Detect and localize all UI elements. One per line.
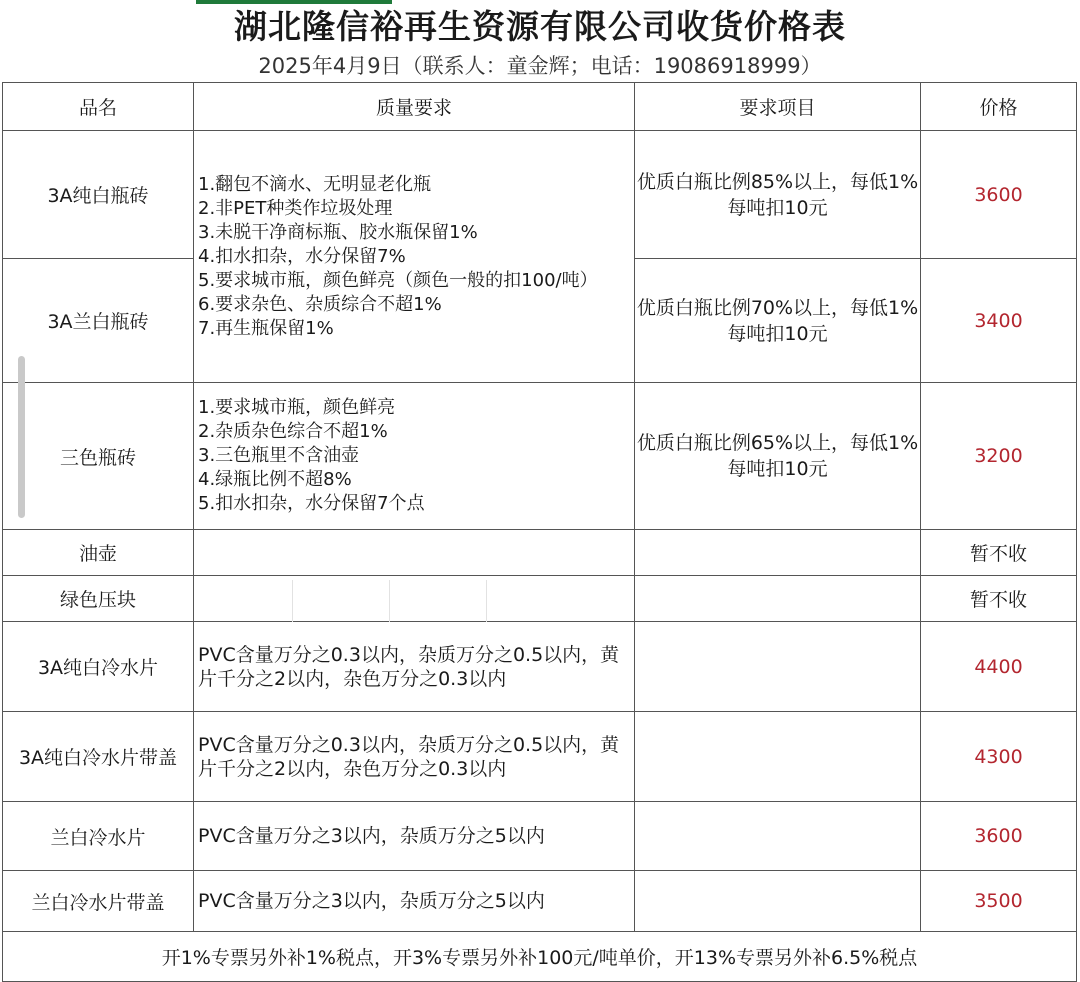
cell-requirement[interactable]: 优质白瓶比例65%以上，每低1%每吨扣10元 bbox=[635, 383, 921, 530]
quality-line: 2.杂质杂色综合不超1% bbox=[198, 421, 388, 442]
cell-name[interactable]: 兰白冷水片 bbox=[3, 802, 194, 871]
cell-price[interactable]: 3600 bbox=[921, 131, 1077, 259]
cell-price[interactable]: 3500 bbox=[921, 871, 1077, 932]
cell-quality[interactable]: PVC含量万分之0.3以内，杂质万分之0.5以内，黄片千分之2以内，杂色万分之0.3以内 bbox=[194, 622, 635, 712]
cell-price[interactable]: 暂不收 bbox=[921, 576, 1077, 622]
footer-row bbox=[3, 932, 1077, 982]
cell-quality[interactable]: PVC含量万分之3以内，杂质万分之5以内 bbox=[194, 871, 635, 932]
table-row bbox=[3, 871, 1077, 932]
cell-name[interactable]: 3A兰白瓶砖 bbox=[3, 259, 194, 383]
cell-requirement-empty[interactable] bbox=[635, 530, 921, 576]
cell-requirement[interactable]: 优质白瓶比例70%以上，每低1%每吨扣10元 bbox=[635, 259, 921, 383]
table-row bbox=[3, 131, 1077, 259]
price-table bbox=[2, 82, 1077, 982]
scrollbar-thumb[interactable] bbox=[18, 356, 25, 518]
cell-name[interactable]: 3A纯白瓶砖 bbox=[3, 131, 194, 259]
quality-line: 3.三色瓶里不含油壶 bbox=[198, 445, 360, 466]
cell-name[interactable]: 3A纯白冷水片 bbox=[3, 622, 194, 712]
quality-line: 4.扣水扣杂，水分保留7% bbox=[198, 245, 406, 267]
header-quality[interactable]: 质量要求 bbox=[194, 83, 635, 131]
table-row bbox=[3, 576, 1077, 622]
footer-note[interactable]: 开1%专票另外补1%税点，开3%专票另外补100元/吨单价，开13%专票另外补6.5%税点 bbox=[3, 932, 1077, 982]
cell-quality[interactable]: PVC含量万分之0.3以内，杂质万分之0.5以内，黄片千分之2以内，杂色万分之0.3以内 bbox=[194, 712, 635, 802]
cell-price[interactable]: 暂不收 bbox=[921, 530, 1077, 576]
page-title: 湖北隆信裕再生资源有限公司收货价格表 bbox=[234, 7, 846, 46]
cell-requirement-empty[interactable] bbox=[635, 622, 921, 712]
quality-line: 6.要求杂色、杂质综合不超1% bbox=[198, 293, 442, 315]
faint-gridline bbox=[292, 580, 293, 622]
faint-gridline bbox=[486, 580, 487, 622]
cell-requirement-empty[interactable] bbox=[635, 712, 921, 802]
faint-gridline bbox=[389, 580, 390, 622]
table-row bbox=[3, 712, 1077, 802]
cell-requirement[interactable]: 优质白瓶比例85%以上，每低1%每吨扣10元 bbox=[635, 131, 921, 259]
quality-line: 3.未脱干净商标瓶、胶水瓶保留1% bbox=[198, 221, 478, 243]
cell-requirement-empty[interactable] bbox=[635, 871, 921, 932]
cell-name[interactable]: 三色瓶砖 bbox=[3, 383, 194, 530]
cell-price[interactable]: 4400 bbox=[921, 622, 1077, 712]
cell-quality-empty[interactable] bbox=[194, 530, 635, 576]
header-name[interactable]: 品名 bbox=[3, 83, 194, 131]
table-row bbox=[3, 802, 1077, 871]
cell-name[interactable]: 油壶 bbox=[3, 530, 194, 576]
cell-name[interactable]: 3A纯白冷水片带盖 bbox=[3, 712, 194, 802]
cell-price[interactable]: 3400 bbox=[921, 259, 1077, 383]
quality-line: 5.要求城市瓶，颜色鲜亮（颜色一般的扣100/吨） bbox=[198, 269, 598, 291]
quality-line: 7.再生瓶保留1% bbox=[198, 317, 334, 339]
cell-name[interactable]: 绿色压块 bbox=[3, 576, 194, 622]
table-row bbox=[3, 383, 1077, 530]
page-subtitle: 2025年4月9日（联系人：童金辉；电话：19086918999） bbox=[258, 54, 822, 78]
header-price[interactable]: 价格 bbox=[921, 83, 1077, 131]
cell-price[interactable]: 4300 bbox=[921, 712, 1077, 802]
cell-quality-group-1[interactable] bbox=[194, 131, 635, 383]
cell-quality-empty[interactable] bbox=[194, 576, 635, 622]
quality-line: 2.非PET种类作垃圾处理 bbox=[198, 197, 393, 219]
quality-line: 1.翻包不滴水、无明显老化瓶 bbox=[198, 173, 432, 195]
table-row bbox=[3, 622, 1077, 712]
table-row bbox=[3, 530, 1077, 576]
table-header-row bbox=[3, 83, 1077, 131]
cell-price[interactable]: 3600 bbox=[921, 802, 1077, 871]
cell-name[interactable]: 兰白冷水片带盖 bbox=[3, 871, 194, 932]
quality-line: 1.要求城市瓶，颜色鲜亮 bbox=[198, 397, 396, 418]
cell-requirement-empty[interactable] bbox=[635, 802, 921, 871]
quality-line: 5.扣水扣杂，水分保留7个点 bbox=[198, 493, 425, 514]
quality-line: 4.绿瓶比例不超8% bbox=[198, 469, 352, 490]
cell-quality-group-2[interactable] bbox=[194, 383, 635, 530]
cell-price[interactable]: 3200 bbox=[921, 383, 1077, 530]
cell-quality[interactable]: PVC含量万分之3以内，杂质万分之5以内 bbox=[194, 802, 635, 871]
cell-requirement-empty[interactable] bbox=[635, 576, 921, 622]
header-requirement[interactable]: 要求项目 bbox=[635, 83, 921, 131]
